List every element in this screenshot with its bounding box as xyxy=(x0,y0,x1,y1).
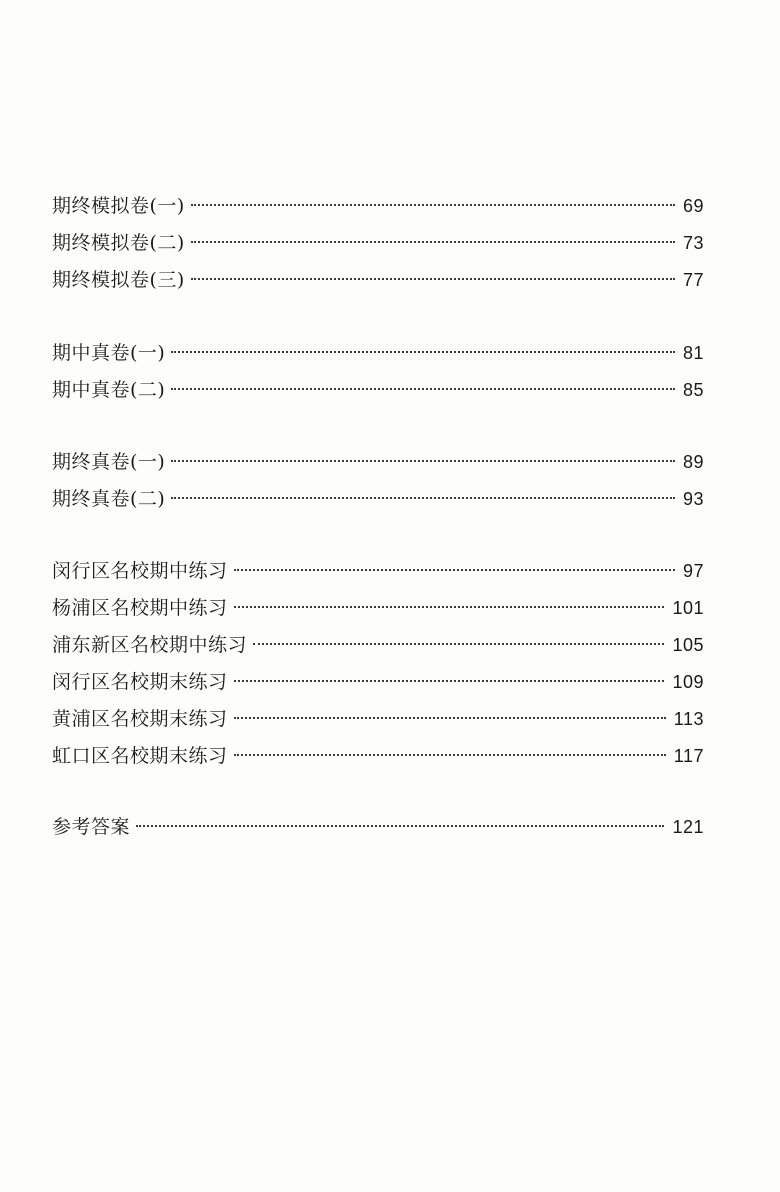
toc-entry[interactable] xyxy=(52,335,704,372)
dot-leader xyxy=(191,278,675,280)
toc-entry-title: 期终模拟卷(一) xyxy=(52,195,185,217)
dot-leader xyxy=(234,717,666,719)
toc-entry-title: 期中真卷(一) xyxy=(52,342,166,364)
toc-entry-page: 89 xyxy=(682,452,704,472)
toc-group-midterm-real xyxy=(52,335,704,409)
toc-entry[interactable] xyxy=(52,701,704,738)
dot-leader xyxy=(234,569,675,571)
toc-entry-page: 93 xyxy=(682,489,704,509)
toc-entry-title: 参考答案 xyxy=(52,816,131,838)
toc-entry-page: 97 xyxy=(682,561,704,581)
section-spacer xyxy=(52,299,704,335)
toc-entry-page: 85 xyxy=(682,380,704,400)
toc-entry-title: 期终真卷(一) xyxy=(52,451,166,473)
table-of-contents xyxy=(52,188,704,846)
toc-entry[interactable] xyxy=(52,590,704,627)
toc-entry-page: 109 xyxy=(672,672,704,692)
toc-entry-title: 期终模拟卷(二) xyxy=(52,232,185,254)
toc-entry-page: 121 xyxy=(672,817,704,837)
toc-entry-page: 73 xyxy=(682,233,704,253)
dot-leader xyxy=(136,825,664,827)
toc-entry[interactable] xyxy=(52,553,704,590)
toc-entry-title: 期终真卷(二) xyxy=(52,488,166,510)
toc-entry-title: 虹口区名校期末练习 xyxy=(52,745,228,767)
dot-leader xyxy=(234,680,665,682)
toc-group-district-practice xyxy=(52,553,704,775)
dot-leader xyxy=(191,204,675,206)
toc-entry-title: 杨浦区名校期中练习 xyxy=(52,597,228,619)
toc-entry-page: 81 xyxy=(682,343,704,363)
toc-entry[interactable] xyxy=(52,738,704,775)
dot-leader xyxy=(171,497,675,499)
toc-entry[interactable] xyxy=(52,627,704,664)
dot-leader xyxy=(171,351,675,353)
toc-entry[interactable] xyxy=(52,225,704,262)
section-spacer xyxy=(52,409,704,444)
toc-group-final-mock xyxy=(52,188,704,299)
toc-entry-title: 期终模拟卷(三) xyxy=(52,269,185,291)
toc-entry[interactable] xyxy=(52,664,704,701)
toc-entry-page: 113 xyxy=(673,709,704,729)
toc-entry[interactable] xyxy=(52,809,704,846)
toc-entry-title: 期中真卷(二) xyxy=(52,379,166,401)
toc-entry[interactable] xyxy=(52,444,704,481)
toc-entry-page: 101 xyxy=(672,598,704,618)
toc-entry[interactable] xyxy=(52,372,704,409)
toc-entry-title: 浦东新区名校期中练习 xyxy=(52,634,248,656)
toc-entry-title: 闵行区名校期末练习 xyxy=(52,671,228,693)
toc-entry-page: 77 xyxy=(682,270,704,290)
toc-entry-title: 闵行区名校期中练习 xyxy=(52,560,228,582)
dot-leader xyxy=(234,754,666,756)
dot-leader xyxy=(191,241,675,243)
toc-entry-page: 69 xyxy=(682,196,704,216)
dot-leader xyxy=(234,606,665,608)
dot-leader xyxy=(171,460,675,462)
toc-entry[interactable] xyxy=(52,262,704,299)
dot-leader xyxy=(253,643,664,645)
section-spacer xyxy=(52,518,704,553)
dot-leader xyxy=(171,388,675,390)
toc-group-final-real xyxy=(52,444,704,518)
toc-entry[interactable] xyxy=(52,481,704,518)
toc-entry[interactable] xyxy=(52,188,704,225)
toc-entry-title: 黄浦区名校期末练习 xyxy=(52,708,228,730)
toc-group-answers xyxy=(52,809,704,846)
section-spacer xyxy=(52,775,704,809)
toc-entry-page: 105 xyxy=(672,635,704,655)
toc-entry-page: 117 xyxy=(673,746,704,766)
